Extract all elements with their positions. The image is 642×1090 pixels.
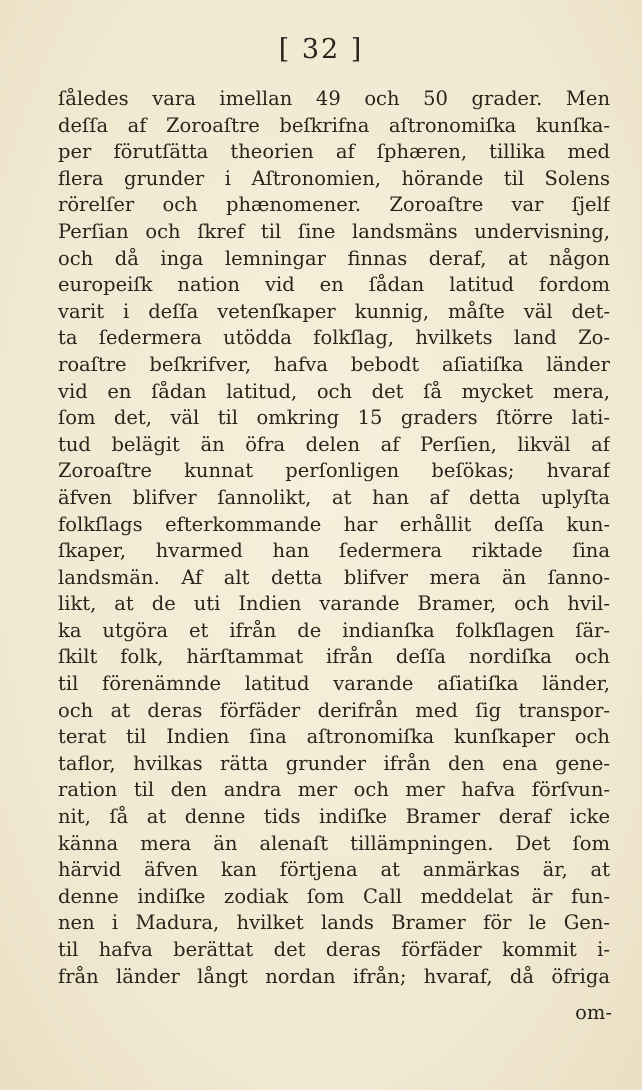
text-line: härvid äfven kan förtjena at anmärkas är, at bbox=[58, 858, 610, 882]
text-line: Zoroaſtre kunnat perſonligen beſökas; hvaraf bbox=[58, 459, 610, 483]
text-line: roaſtre beſkrifver, hafva bebodt aſiatiſka länder bbox=[58, 352, 610, 376]
text-line: nen i Madura, hvilket lands Bramer för le Gen- bbox=[58, 911, 610, 935]
text-line: nit, ſå at denne tids indiſke Bramer deraf icke bbox=[58, 805, 610, 829]
page-number: [ 32 ] bbox=[278, 34, 364, 65]
text-line: från länder långt nordan ifrån; hvaraf, då öfriga bbox=[58, 964, 610, 988]
text-line: ſom det, väl til omkring 15 graders ſtörre lati- bbox=[58, 406, 610, 430]
text-line: deſſa af Zoroaſtre beſkrifna aſtronomiſka kunſka- bbox=[58, 113, 610, 137]
text-line: Perſian och ſkref til ſine landsmäns undervisning, bbox=[58, 219, 610, 243]
text-line: taflor, hvilkas rätta grunder ifrån den ena gene- bbox=[58, 751, 610, 775]
text-line: terat til Indien ſina aſtronomiſka kunſkaper och bbox=[58, 725, 610, 749]
text-line: til förenämnde latitud varande aſiatiſka länder, bbox=[58, 672, 610, 696]
text-line: folkſlags efterkommande har erhållit deſſa kun- bbox=[58, 512, 610, 536]
text-line: per förutſätta theorien af ſphæren, tillika med bbox=[58, 140, 610, 164]
text-line: och at deras förfäder derifrån med ſig transpor- bbox=[58, 698, 610, 722]
text-line: och då inga lemningar finnas deraf, at någon bbox=[58, 246, 610, 270]
text-line: varit i deſſa vetenſkaper kunnig, måſte väl det- bbox=[58, 299, 610, 323]
text-line: tud belägit än öfra delen af Perſien, likväl af bbox=[58, 432, 610, 456]
text-line: vid en ſådan latitud, och det ſå mycket mera, bbox=[58, 379, 610, 403]
text-line: ration til den andra mer och mer hafva förſvun- bbox=[58, 778, 610, 802]
text-line: ka utgöra et ifrån de indianſka folkſlagen ſär- bbox=[58, 618, 610, 642]
text-line: äfven blifver ſannolikt, at han af detta uplyſta bbox=[58, 485, 610, 509]
text-line: landsmän. Af alt detta blifver mera än ſanno- bbox=[58, 565, 610, 589]
text-line: likt, at de uti Indien varande Bramer, och hvil- bbox=[58, 592, 610, 616]
text-line: denne indiſke zodiak ſom Call meddelat är fun- bbox=[58, 884, 610, 908]
text-line: rörelſer och phænomener. Zoroaſtre var ſjelf bbox=[58, 193, 610, 217]
text-line: flera grunder i Aſtronomien, hörande til Solens bbox=[58, 166, 610, 190]
text-line: känna mera än alenaſt tillämpningen. Det ſom bbox=[58, 831, 610, 855]
text-line: ſkaper, hvarmed han ſedermera riktade ſina bbox=[58, 539, 610, 563]
text-line: til hafva berättat det deras förfäder kommit i- bbox=[58, 938, 610, 961]
text-line: ſåledes vara imellan 49 och 50 grader. Men bbox=[58, 87, 610, 110]
text-line: ta ſedermera utödda folkſlag, hvilkets land Zo- bbox=[58, 326, 610, 350]
catchword: om- bbox=[575, 1001, 612, 1024]
text-line: europeiſk nation vid en ſådan latitud fordom bbox=[58, 273, 610, 297]
body-text bbox=[58, 86, 610, 990]
text-line: ſkilt folk, härſtammat ifrån deſſa nordiſka och bbox=[58, 645, 610, 669]
